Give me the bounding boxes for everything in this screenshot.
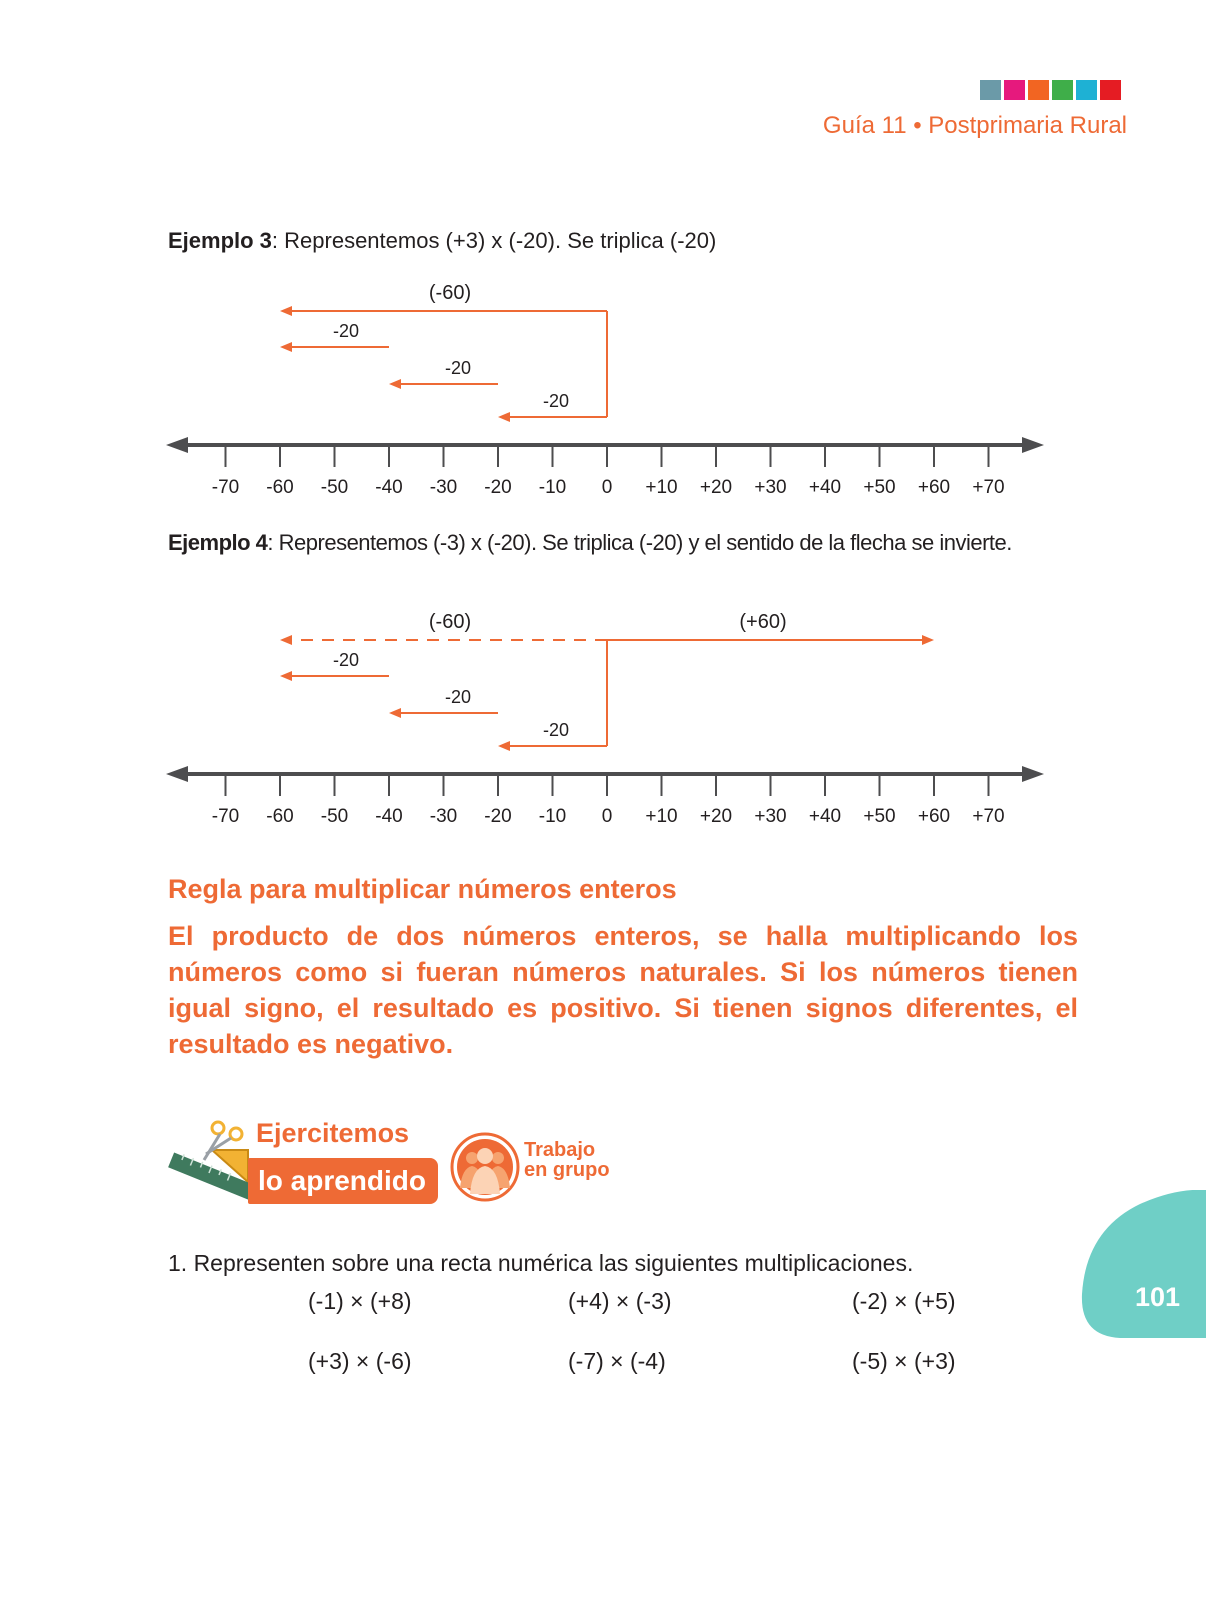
example-4-number-line-diagram	[160, 604, 1080, 834]
color-swatch	[1004, 80, 1025, 100]
group-work-line2: en grupo	[524, 1159, 610, 1181]
color-strip	[980, 80, 1121, 100]
tick-label: +40	[808, 477, 842, 498]
multiplication-item: (-5) × (+3)	[852, 1348, 956, 1374]
color-swatch	[1052, 80, 1073, 100]
total-negative-label: (-60)	[428, 611, 472, 633]
tick-label: 0	[601, 806, 613, 827]
tick-label: +30	[754, 477, 787, 498]
tick-label: -30	[429, 806, 458, 827]
tick-label: +70	[972, 477, 1005, 498]
tick-label: +40	[808, 806, 842, 827]
total-arrow-head	[280, 306, 292, 316]
example-4-title	[168, 530, 1012, 556]
step-label: -20	[332, 650, 360, 670]
step-arrow-head	[280, 671, 292, 681]
color-swatch	[1100, 80, 1121, 100]
tick-label: -70	[211, 806, 240, 827]
example-3-label: Ejemplo 3	[168, 228, 272, 253]
color-swatch	[980, 80, 1001, 100]
step-label: -20	[542, 391, 570, 411]
ruler-scissors-icon	[168, 1120, 254, 1206]
tick-label: +30	[754, 806, 787, 827]
multiplication-item: (-1) × (+8)	[308, 1288, 412, 1314]
tick-label: -40	[375, 477, 403, 498]
color-swatch	[1076, 80, 1097, 100]
tick-label: -10	[538, 806, 567, 827]
exercise-instruction: 1. Representen sobre una recta numérica las siguientes multiplicaciones.	[168, 1250, 914, 1276]
tick-label: +50	[863, 806, 896, 827]
tick-label: +10	[645, 806, 678, 827]
color-swatch	[1028, 80, 1049, 100]
step-label: -20	[332, 321, 360, 341]
group-work-label	[524, 1140, 610, 1180]
step-arrow-head	[498, 412, 510, 422]
tick-label: -20	[484, 806, 512, 827]
multiplication-item: (+3) × (-6)	[308, 1348, 412, 1374]
tick-label: -50	[320, 806, 349, 827]
tick-label: +20	[699, 806, 733, 827]
tick-label: -50	[320, 477, 349, 498]
tick-label: +60	[917, 477, 951, 498]
rule-heading: Regla para multiplicar números enteros	[168, 874, 677, 904]
tick-label: +70	[972, 806, 1005, 827]
rule-body: El producto de dos números enteros, se halla multiplicando los números como si fueran números naturales. Si los números tienen igual signo, el resultado es positivo. Si tienen signos diferentes, el resultado es negativo.	[168, 921, 1078, 1059]
tick-label: +50	[863, 477, 896, 498]
exercise-banner	[168, 1120, 648, 1220]
step-arrow-head	[280, 342, 292, 352]
group-work-icon	[450, 1132, 520, 1202]
banner-title-line1: Ejercitemos	[256, 1118, 410, 1148]
example-3-text: : Representemos (+3) x (-20). Se triplica (-20)	[271, 228, 717, 253]
guide-title: Guía 11 • Postprimaria Rural	[822, 112, 1127, 139]
total-positive-arrow-head	[922, 635, 934, 645]
tick-label: -40	[375, 806, 403, 827]
tick-label: 0	[601, 477, 613, 498]
tick-label: +60	[917, 806, 951, 827]
tick-label: -70	[211, 477, 240, 498]
tick-label: -60	[266, 477, 294, 498]
multiplication-item: (-2) × (+5)	[852, 1288, 956, 1314]
group-work-line1: Trabajo	[524, 1139, 596, 1161]
example-4-text: : Representemos (-3) x (-20). Se triplica (-20) y el sentido de la flecha se invierte.	[267, 530, 1012, 555]
step-arrow-head	[389, 708, 401, 718]
tick-label: -60	[266, 806, 294, 827]
step-label: -20	[542, 720, 570, 740]
total-positive-label: (+60)	[739, 611, 787, 633]
page-number: 101	[1134, 1282, 1180, 1312]
tick-label: -10	[538, 477, 567, 498]
multiplication-item: (+4) × (-3)	[568, 1288, 672, 1314]
step-label: -20	[444, 358, 472, 378]
multiplication-item: (-7) × (-4)	[568, 1348, 666, 1374]
tick-label: -20	[484, 477, 512, 498]
axis-arrow-right	[1022, 766, 1044, 782]
axis-arrow-left	[166, 437, 188, 453]
axis-arrow-left	[166, 766, 188, 782]
step-arrow-head	[389, 379, 401, 389]
banner-title-line2: lo aprendido	[248, 1158, 438, 1204]
step-label: -20	[444, 687, 472, 707]
total-label: (-60)	[428, 282, 472, 304]
example-4-label: Ejemplo 4	[168, 530, 268, 555]
tick-label: +20	[699, 477, 733, 498]
page-number-blob	[1080, 1190, 1206, 1338]
example-3-title	[168, 228, 716, 254]
step-arrow-head	[498, 741, 510, 751]
tick-label: -30	[429, 477, 458, 498]
axis-arrow-right	[1022, 437, 1044, 453]
tick-label: +10	[645, 477, 678, 498]
total-negative-arrow-head	[280, 635, 292, 645]
example-3-number-line-diagram	[160, 275, 1080, 505]
